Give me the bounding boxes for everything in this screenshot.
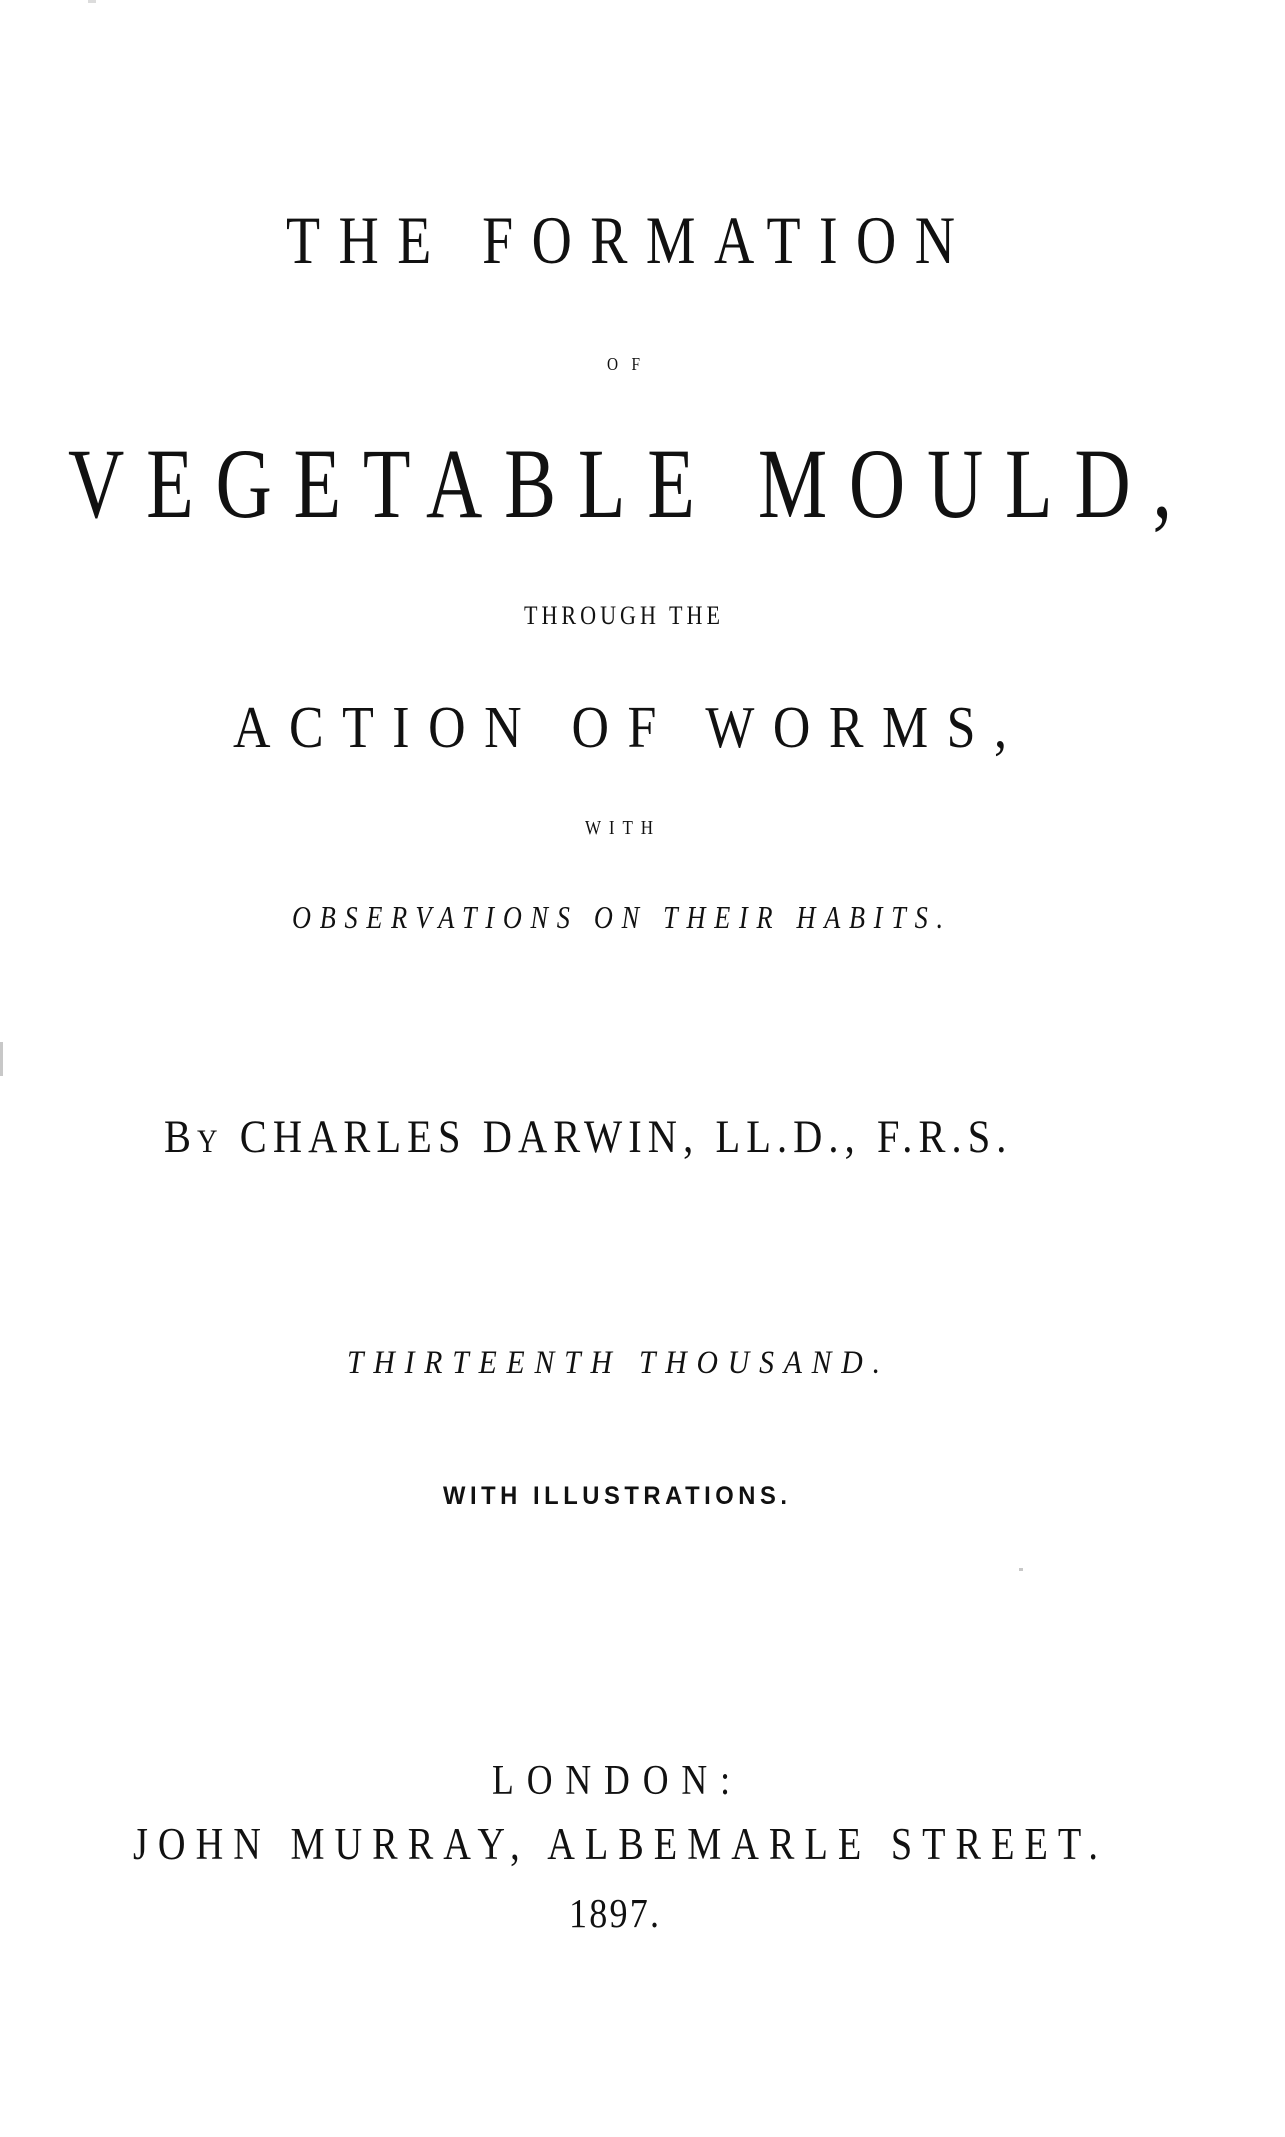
imprint-publisher: JOHN MURRAY, ALBEMARLE STREET. — [133, 1819, 1109, 1869]
imprint-year: 1897. — [569, 1890, 662, 1936]
edition-line: THIRTEENTH THOUSAND. — [347, 1345, 890, 1381]
title-line-the-formation: THE FORMATION — [286, 202, 974, 278]
imprint-city: LONDON: — [492, 1758, 743, 1804]
scan-artifact-top — [88, 0, 96, 3]
scan-artifact-dot — [1019, 1568, 1023, 1571]
author-name: CHARLES DARWIN, LL.D., F.R.S. — [223, 1111, 1013, 1163]
title-line-vegetable-mould: VEGETABLE MOULD, — [68, 428, 1194, 539]
author-line — [164, 1111, 1013, 1163]
author-prefix: By — [164, 1111, 224, 1163]
title-line-action-of-worms: ACTION OF WORMS, — [233, 694, 1026, 760]
connector-through-the: THROUGH THE — [524, 601, 724, 630]
scan-artifact-left-edge — [0, 1042, 3, 1076]
illustrations-note: WITH ILLUSTRATIONS. — [443, 1482, 792, 1510]
connector-with: WITH — [585, 817, 661, 839]
subtitle-observations: OBSERVATIONS ON THEIR HABITS. — [292, 899, 952, 935]
connector-of: OF — [607, 354, 654, 374]
